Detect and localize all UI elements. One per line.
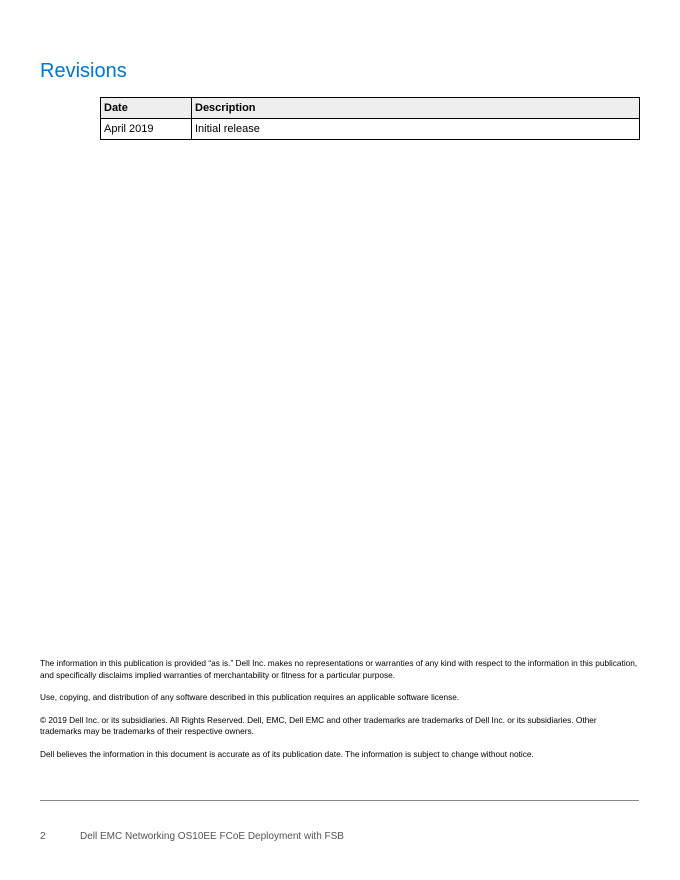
license-paragraph: Use, copying, and distribution of any software described in this publication requires an applicable software license. — [40, 692, 460, 702]
page-number: 2 — [40, 831, 46, 842]
footer-divider — [40, 800, 639, 801]
column-header-date: Date — [101, 98, 192, 119]
copyright-paragraph: © 2019 Dell Inc. or its subsidiaries. All Rights Reserved. Dell, EMC, Dell EMC and other trademarks are trademarks of Dell Inc. or its subsidiaries. Other trademarks may be trademarks of their respective owners. — [40, 714, 597, 736]
legal-notice — [40, 658, 640, 771]
revisions-table — [100, 97, 640, 140]
table-header-row — [101, 98, 640, 119]
table-row — [101, 119, 640, 140]
revision-date-cell: April 2019 — [101, 119, 192, 140]
page-heading: Revisions — [40, 60, 127, 82]
disclaimer-paragraph: The information in this publication is provided “as is.” Dell Inc. makes no representations or warranties of any kind with respect to the information in this publication, and specifically disclaims implied warranties of merchantability or fitness for a particular purpose. — [40, 658, 638, 680]
column-header-description: Description — [192, 98, 640, 119]
document-title: Dell EMC Networking OS10EE FCoE Deployment with FSB — [80, 831, 344, 842]
revision-description-cell: Initial release — [192, 119, 640, 140]
accuracy-paragraph: Dell believes the information in this document is accurate as of its publication date. The information is subject to change without notice. — [40, 748, 534, 759]
